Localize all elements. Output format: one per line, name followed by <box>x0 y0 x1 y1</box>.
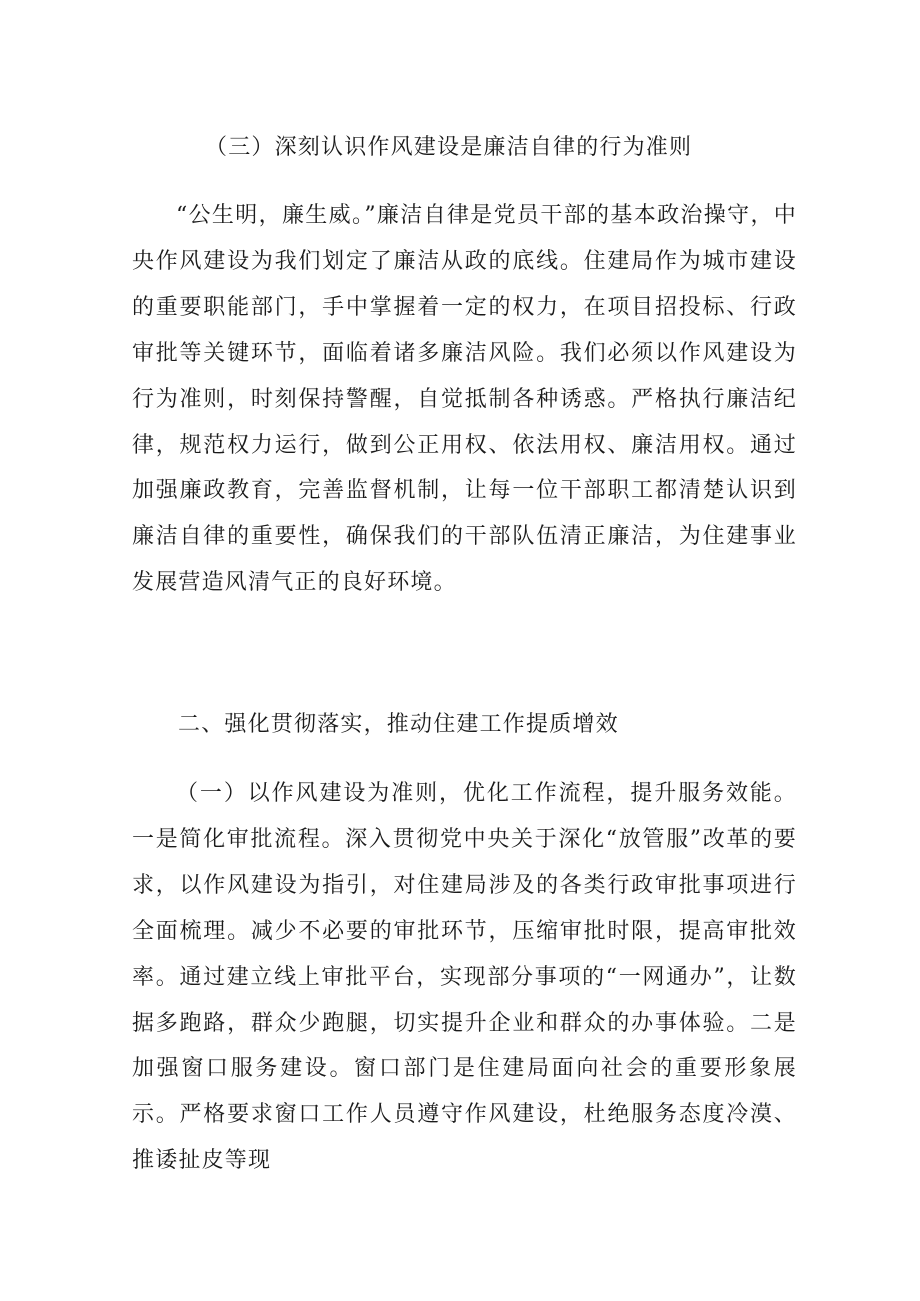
part-2-paragraph: （一）以作风建设为准则，优化工作流程，提升服务效能。一是简化审批流程。深入贯彻党中央关于深化“放管服”改革的要求，以作风建设为指引，对住建局涉及的各类行政审批事项进行全面梳理。减少不必要的审批环节，压缩审批时限，提高审批效率。通过建立线上审批平台，实现部分事项的“一网通办”，让数据多跑路，群众少跑腿，切实提升企业和群众的办事体验。二是加强窗口服务建设。窗口部门是住建局面向社会的重要形象展示。严格要求窗口工作人员遵守作风建设，杜绝服务态度冷漠、推诿扯皮等现 <box>132 781 797 1174</box>
section-3-paragraph: “公生明，廉生威。”廉洁自律是党员干部的基本政治操守，中央作风建设为我们划定了廉洁从政的底线。住建局作为城市建设的重要职能部门，手中掌握着一定的权力，在项目招投标、行政审批等关键环节，面临着诸多廉洁风险。我们必须以作风建设为行为准则，时刻保持警醒，自觉抵制各种诱惑。严格执行廉洁纪律，规范权力运行，做到公正用权、依法用权、廉洁用权。通过加强廉政教育，完善监督机制，让每一位干部职工都清楚认识到廉洁自律的重要性，确保我们的干部队伍清正廉洁，为住建事业发展营造风清气正的良好环境。 <box>132 203 797 596</box>
section-heading-3: （三）深刻认识作风建设是廉洁自律的行为准则 <box>205 135 693 160</box>
part-heading-2: 二、强化贯彻落实，推动住建工作提质增效 <box>178 712 619 737</box>
